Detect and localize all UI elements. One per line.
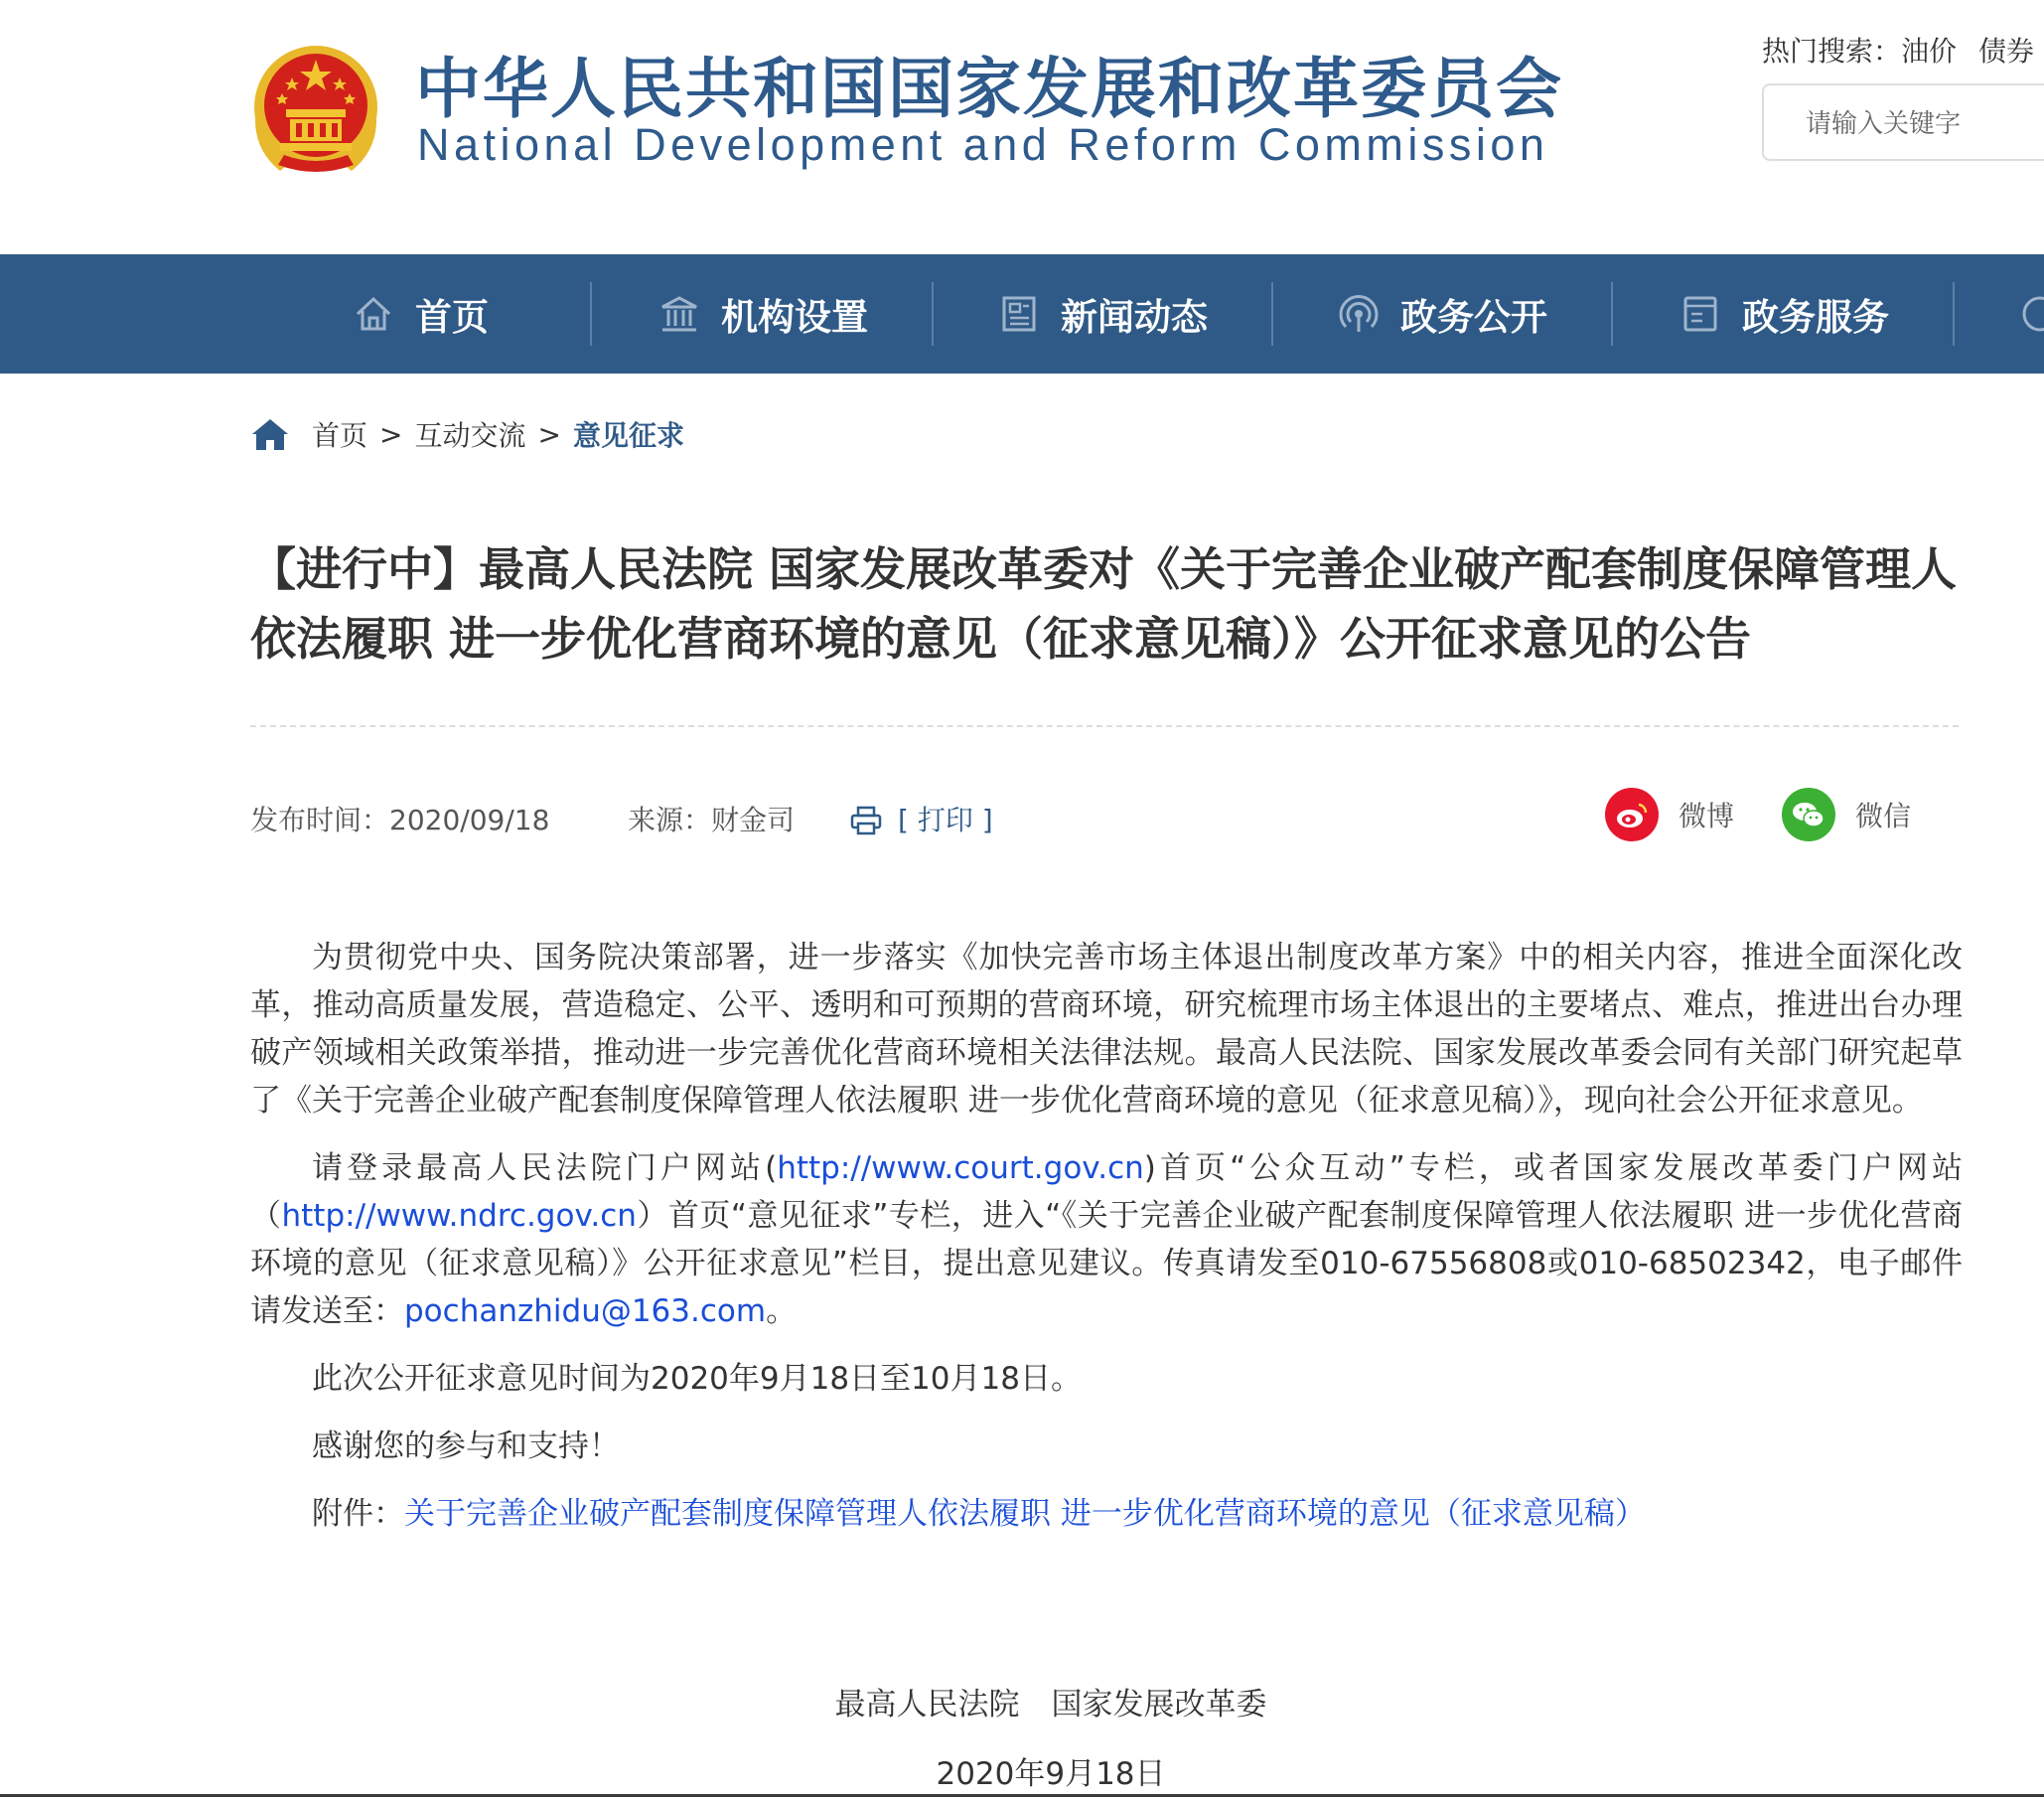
share-wechat-label: 微信 bbox=[1855, 800, 1912, 832]
nav-item-label: 新闻动态 bbox=[1061, 296, 1208, 339]
home-icon[interactable] bbox=[250, 416, 290, 452]
home-icon bbox=[354, 294, 393, 334]
attachment-label: 附件： bbox=[312, 1496, 404, 1532]
service-icon bbox=[1680, 294, 1720, 334]
article-title: 【进行中】最高人民法院 国家发展改革委对《关于完善企业破产配套制度保障管理人依法履职 进一步优化营商环境的意见（征求意见稿）》公开征求意见的公告 bbox=[250, 542, 1958, 666]
nav-item-government-affairs[interactable] bbox=[1339, 254, 1547, 374]
attachment bbox=[250, 1490, 1963, 1538]
source-label: 来源： bbox=[628, 804, 712, 836]
nav-item-institution[interactable] bbox=[659, 254, 868, 374]
site-title-english[interactable]: National Development and Reform Commission bbox=[417, 119, 1549, 170]
nav-divider bbox=[932, 282, 934, 346]
site-header bbox=[0, 0, 2044, 254]
nav-divider bbox=[1271, 282, 1273, 346]
signature-org: 最高人民法院 bbox=[834, 1687, 1020, 1723]
printer-icon bbox=[850, 806, 882, 835]
paragraph-text: 。 bbox=[766, 1293, 798, 1329]
title-divider bbox=[250, 725, 1959, 727]
article-body bbox=[250, 934, 1963, 1558]
publish-date: 2020/09/18 bbox=[389, 804, 550, 836]
institution-icon bbox=[659, 294, 699, 334]
publish-label: 发布时间： bbox=[250, 804, 390, 836]
nav-divider bbox=[1953, 282, 1955, 346]
national-emblem-icon[interactable] bbox=[250, 44, 381, 177]
nav-divider bbox=[1611, 282, 1613, 346]
page-bottom-edge bbox=[0, 1794, 2044, 1797]
site-title[interactable]: 中华人民共和国国家发展和改革委员会 bbox=[415, 51, 1563, 127]
signature-org: 国家发展改革委 bbox=[1051, 1687, 1267, 1723]
paragraph-text: 请登录最高人民法院门户网站( bbox=[312, 1150, 778, 1186]
print-button[interactable] bbox=[850, 801, 993, 840]
email-link[interactable]: pochanzhidu@163.com bbox=[404, 1293, 767, 1329]
search-input[interactable] bbox=[1804, 103, 2044, 145]
signature-date: 2020年9月18日 bbox=[936, 1756, 1166, 1792]
hot-search-label: 热门搜索： bbox=[1762, 35, 1902, 68]
source-info bbox=[628, 801, 795, 840]
breadcrumb-item-home[interactable]: 首页 bbox=[312, 419, 368, 452]
publish-info bbox=[250, 801, 549, 840]
news-icon bbox=[999, 294, 1039, 334]
paragraph: 为贯彻党中央、国务院决策部署，进一步落实《加快完善市场主体退出制度改革方案》中的相关内容，推进全面深化改革，推动高质量发展，营造稳定、公平、透明和可预期的营商环境，研究梳理市场主体退出的主要堵点、难点，推进出台办理破产领域相关政策举措，推动进一步完善优化营商环境相关法律法规。最高人民法院、国家发展改革委会同有关部门研究起草了《关于完善企业破产配套制度保障管理人依法履职 进一步优化营商环境的意见（征求意见稿）》，现向社会公开征求意见。 bbox=[250, 940, 1963, 1119]
share-weibo-label: 微博 bbox=[1679, 800, 1735, 832]
nav-item-news[interactable] bbox=[999, 254, 1208, 374]
source-value: 财金司 bbox=[711, 804, 796, 836]
attachment-link[interactable]: 关于完善企业破产配套制度保障管理人依法履职 进一步优化营商环境的意见（征求意见稿） bbox=[404, 1496, 1646, 1532]
broadcast-icon bbox=[1339, 294, 1379, 334]
nav-item-label: 政务公开 bbox=[1400, 296, 1547, 339]
paragraph-text: )首页“公众互动”专栏，或者国家发展改革委门户网站（ bbox=[250, 1150, 1963, 1234]
breadcrumb-item-current[interactable]: 意见征求 bbox=[572, 419, 684, 452]
weibo-icon bbox=[1605, 788, 1659, 841]
breadcrumb-separator: > bbox=[537, 417, 561, 451]
nav-item-label: 首页 bbox=[415, 296, 489, 339]
paragraph bbox=[250, 1144, 1963, 1335]
nav-item-services[interactable] bbox=[1680, 254, 1889, 374]
share-wechat-button[interactable] bbox=[1782, 787, 1911, 842]
main-nav bbox=[0, 254, 2044, 374]
search-box[interactable] bbox=[1762, 83, 2044, 161]
paragraph: 此次公开征求意见时间为2020年9月18日至10月18日。 bbox=[312, 1361, 1082, 1397]
breadcrumb-item-interaction[interactable]: 互动交流 bbox=[414, 419, 526, 452]
nav-item-label: 机构设置 bbox=[721, 296, 868, 339]
paragraph-text: ）首页“意见征求”专栏，进入“《关于完善企业破产配套制度保障管理人依法履职 进一步优化营商环境的意见（征求意见稿）》公开征求意见”栏目，提出意见建议。传真请发至010-67556808或010-68502342，电子邮件请发送至： bbox=[250, 1198, 1964, 1329]
nav-divider bbox=[590, 282, 592, 346]
nav-item-label: 政务服务 bbox=[1742, 296, 1889, 339]
nav-item-home[interactable] bbox=[354, 254, 489, 374]
hot-keyword-link[interactable]: 油价 bbox=[1901, 35, 1958, 68]
clock-icon[interactable] bbox=[2020, 294, 2044, 334]
wechat-icon bbox=[1782, 788, 1835, 841]
breadcrumb bbox=[250, 409, 684, 459]
hot-keyword-link[interactable]: 债券 bbox=[1978, 35, 2035, 68]
hot-search bbox=[1762, 30, 2044, 70]
breadcrumb-separator: > bbox=[379, 417, 403, 451]
signature-orgs bbox=[0, 1679, 2044, 1724]
paragraph: 感谢您的参与和支持！ bbox=[312, 1428, 620, 1464]
share-weibo-button[interactable] bbox=[1605, 787, 1734, 842]
ndrc-website-link[interactable]: http://www.ndrc.gov.cn bbox=[281, 1198, 637, 1234]
court-website-link[interactable]: http://www.court.gov.cn bbox=[777, 1150, 1144, 1186]
print-label: [ 打印 ] bbox=[898, 804, 993, 836]
